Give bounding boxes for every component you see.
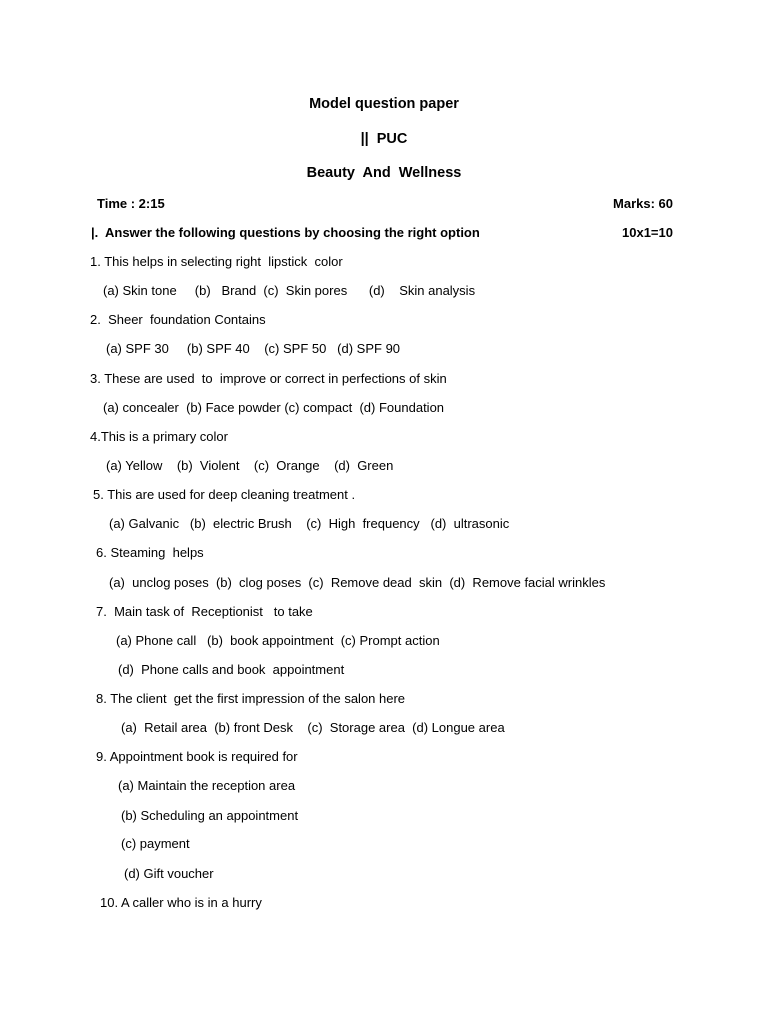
paper-subject: Beauty And Wellness — [306, 165, 462, 181]
question-10: 10. A caller who is in a hurry — [100, 895, 262, 910]
question-8: 8. The client get the first impression of the salon here — [96, 691, 406, 706]
question-9: 9. Appointment book is required for — [96, 749, 298, 764]
question-7-options-2: (d) Phone calls and book appointment — [118, 662, 345, 677]
question-3: 3. These are used to improve or correct in perfections of skin — [90, 371, 447, 386]
question-3-options: (a) concealer (b) Face powder (c) compact (d) Foundation — [103, 400, 445, 415]
question-4-options: (a) Yellow (b) Violent (c) Orange (d) Green — [106, 458, 394, 473]
question-5: 5. This are used for deep cleaning treatment . — [93, 487, 356, 502]
question-4: 4.This is a primary color — [90, 429, 228, 444]
question-7: 7. Main task of Receptionist to take — [96, 604, 313, 619]
question-9-option-d: (d) Gift voucher — [124, 866, 214, 881]
paper-title: Model question paper — [309, 96, 459, 112]
question-1-options: (a) Skin tone (b) Brand (c) Skin pores (d) Skin analysis — [103, 283, 476, 298]
question-9-option-c: (c) payment — [121, 836, 190, 851]
paper-class: || PUC — [360, 131, 408, 147]
question-8-options: (a) Retail area (b) front Desk (c) Storage area (d) Longue area — [121, 720, 505, 735]
time-label: Time : 2:15 — [97, 196, 165, 211]
question-2-options: (a) SPF 30 (b) SPF 40 (c) SPF 50 (d) SPF 90 — [106, 341, 401, 356]
section-instruction: |. Answer the following questions by choosing the right option — [91, 225, 480, 240]
question-9-option-a: (a) Maintain the reception area — [118, 778, 296, 793]
question-6: 6. Steaming helps — [96, 545, 204, 560]
question-9-option-b: (b) Scheduling an appointment — [121, 808, 299, 823]
question-5-options: (a) Galvanic (b) electric Brush (c) High frequency (d) ultrasonic — [109, 516, 510, 531]
question-6-options: (a) unclog poses (b) clog poses (c) Remove dead skin (d) Remove facial wrinkles — [109, 575, 606, 590]
question-7-options-1: (a) Phone call (b) book appointment (c) Prompt action — [116, 633, 440, 648]
question-2: 2. Sheer foundation Contains — [90, 312, 266, 327]
section-marks: 10x1=10 — [622, 225, 673, 240]
marks-label: Marks: 60 — [613, 196, 673, 211]
question-1: 1. This helps in selecting right lipstick color — [90, 254, 343, 269]
